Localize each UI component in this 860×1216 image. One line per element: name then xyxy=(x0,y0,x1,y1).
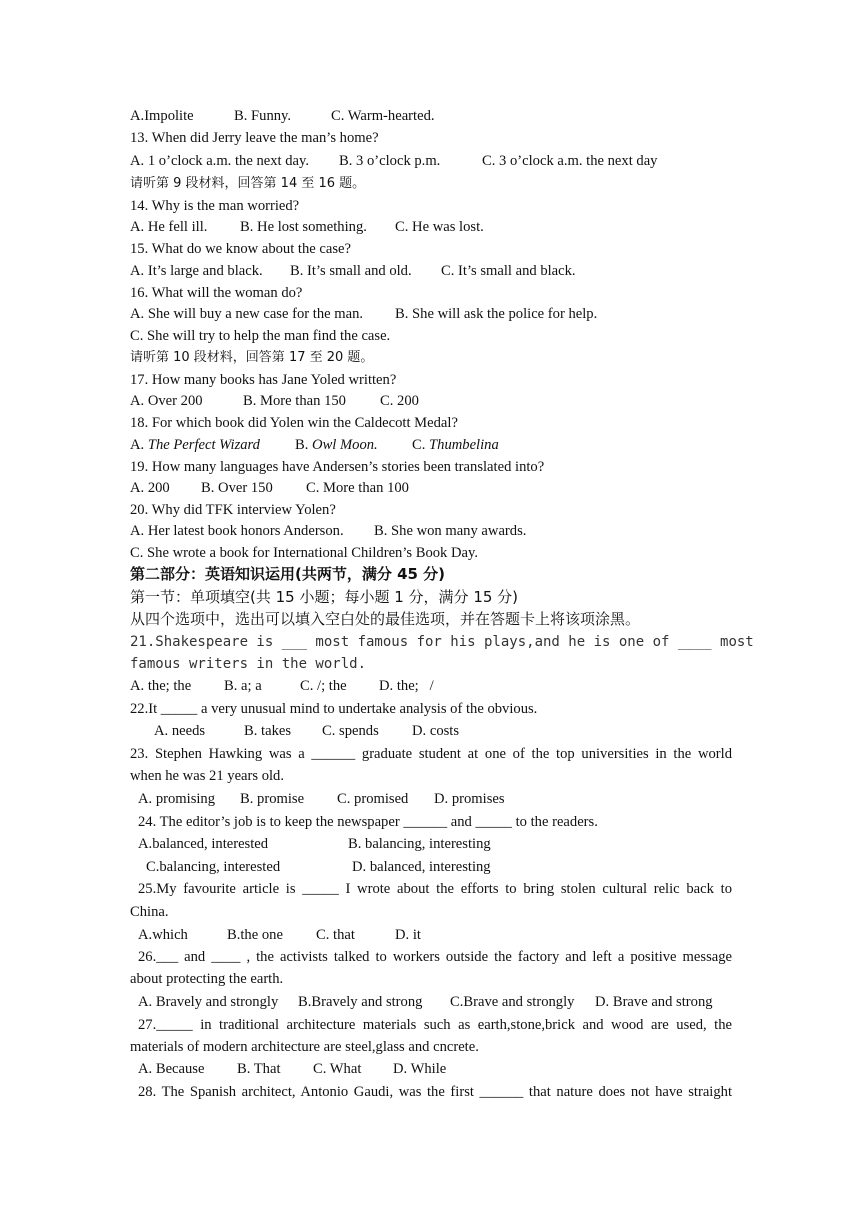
q23-question-line1: 23. Stephen Hawking was a ______ graduate student at one of the top universities in the world xyxy=(130,746,732,762)
q24-question: 24. The editor’s job is to keep the newspaper ______ and _____ to the readers. xyxy=(138,814,598,830)
option-letter: B. xyxy=(295,437,313,453)
option xyxy=(412,436,499,454)
q25-question-line2: China. xyxy=(130,904,169,920)
option: D. promises xyxy=(434,791,505,807)
option: A. Bravely and strongly xyxy=(138,994,279,1010)
option: B.Bravely and strong xyxy=(298,994,423,1010)
q20-question: 20. Why did TFK interview Yolen? xyxy=(130,502,336,518)
book-title: The Perfect Wizard xyxy=(147,437,260,453)
option: B. She won many awards. xyxy=(374,523,527,539)
option: C. More than 100 xyxy=(306,480,409,496)
section-one-heading: 第一节：单项填空(共 15 小题；每小题 1 分，满分 15 分) xyxy=(130,588,519,606)
option: A. Her latest book honors Anderson. xyxy=(130,523,344,539)
option: A. It’s large and black. xyxy=(130,263,263,279)
option: C. promised xyxy=(337,791,409,807)
option: D. costs xyxy=(412,723,460,739)
q18-question: 18. For which book did Yolen win the Caldecott Medal? xyxy=(130,415,458,431)
option: A. 1 o’clock a.m. the next day. xyxy=(130,153,309,169)
q21-question-line2: famous writers in the world. xyxy=(130,656,367,672)
instruction-passage-10: 请听第 10 段材料，回答第 17 至 20 题。 xyxy=(130,350,374,365)
option: C.Brave and strongly xyxy=(450,994,575,1010)
option: A. needs xyxy=(154,723,206,739)
q20-option-c: C. She wrote a book for International Children’s Book Day. xyxy=(130,545,479,561)
option: B. 3 o’clock p.m. xyxy=(339,153,441,169)
option: A. Because xyxy=(138,1061,205,1077)
option: B. balancing, interesting xyxy=(348,836,491,852)
option: C. spends xyxy=(322,723,379,739)
q27-question-line2: materials of modern architecture are steel,glass and cncrete. xyxy=(130,1039,479,1055)
option: B. That xyxy=(237,1061,281,1077)
book-title: Thumbelina xyxy=(429,437,499,453)
option: C.balancing, interested xyxy=(146,859,281,875)
option: B. He lost something. xyxy=(240,219,367,235)
option: A. He fell ill. xyxy=(130,219,208,235)
instruction-passage-9: 请听第 9 段材料，回答第 14 至 16 题。 xyxy=(130,176,366,191)
option: A. the; the xyxy=(130,678,192,694)
option: B. It’s small and old. xyxy=(290,263,412,279)
option: A. Over 200 xyxy=(130,393,203,409)
option: A. 200 xyxy=(130,480,170,496)
option: A. She will buy a new case for the man. xyxy=(130,306,364,322)
option: C. Warm-hearted. xyxy=(331,108,435,124)
option: B. Funny. xyxy=(234,108,292,124)
option: A. promising xyxy=(138,791,216,807)
option xyxy=(295,436,378,454)
option: B. takes xyxy=(244,723,292,739)
q15-question: 15. What do we know about the case? xyxy=(130,241,352,257)
option: C. It’s small and black. xyxy=(441,263,576,279)
book-title: Owl Moon. xyxy=(312,437,378,453)
option xyxy=(130,436,260,454)
option: C. that xyxy=(316,927,355,943)
option: B. She will ask the police for help. xyxy=(395,306,598,322)
option-letter: A. xyxy=(130,437,148,453)
q25-question-line1: 25.My favourite article is _____ I wrote about the efforts to bring stolen cultural relic back to xyxy=(138,881,732,897)
option: C. /; the xyxy=(300,678,347,694)
option: D. Brave and strong xyxy=(595,994,713,1010)
option: D. the; / xyxy=(379,678,434,694)
option: D. it xyxy=(395,927,421,943)
section-instruction: 从四个选项中，选出可以填入空白处的最佳选项，并在答题卡上将该项涂黑。 xyxy=(130,610,641,628)
option: C. 3 o’clock a.m. the next day xyxy=(482,153,658,169)
option: A.which xyxy=(138,927,188,943)
option: D. balanced, interesting xyxy=(352,859,491,875)
q14-question: 14. Why is the man worried? xyxy=(130,198,300,214)
q17-question: 17. How many books has Jane Yoled written? xyxy=(130,372,397,388)
option: D. While xyxy=(393,1061,447,1077)
option: C. What xyxy=(313,1061,362,1077)
option: B. promise xyxy=(240,791,305,807)
q28-question-line1: 28. The Spanish architect, Antonio Gaudi, was the first ______ that nature does not have straight xyxy=(138,1084,732,1100)
q22-question: 22.It _____ a very unusual mind to undertake analysis of the obvious. xyxy=(130,701,538,717)
option: A.Impolite xyxy=(130,108,194,124)
q19-question: 19. How many languages have Andersen’s stories been translated into? xyxy=(130,459,545,475)
q27-question-line1: 27._____ in traditional architecture materials such as earth,stone,brick and wood are used, the xyxy=(138,1017,732,1033)
option: B. More than 150 xyxy=(243,393,346,409)
q16-question: 16. What will the woman do? xyxy=(130,285,303,301)
option: B. a; a xyxy=(224,678,262,694)
q16-option-c: C. She will try to help the man find the case. xyxy=(130,328,391,344)
q23-question-line2: when he was 21 years old. xyxy=(130,768,285,784)
option: B.the one xyxy=(227,927,283,943)
q21-question-line1: 21.Shakespeare is ___ most famous for his plays,and he is one of ____ most xyxy=(130,634,754,650)
option: C. 200 xyxy=(380,393,419,409)
q26-question-line1: 26.___ and ____ , the activists talked to workers outside the factory and left a positive message xyxy=(138,949,732,965)
option-letter: C. xyxy=(412,437,430,453)
option: C. He was lost. xyxy=(395,219,484,235)
q26-question-line2: about protecting the earth. xyxy=(130,971,284,987)
option: B. Over 150 xyxy=(201,480,273,496)
option: A.balanced, interested xyxy=(138,836,269,852)
q13-question: 13. When did Jerry leave the man’s home? xyxy=(130,130,379,146)
part-two-heading: 第二部分：英语知识运用(共两节，满分 45 分) xyxy=(130,565,446,583)
